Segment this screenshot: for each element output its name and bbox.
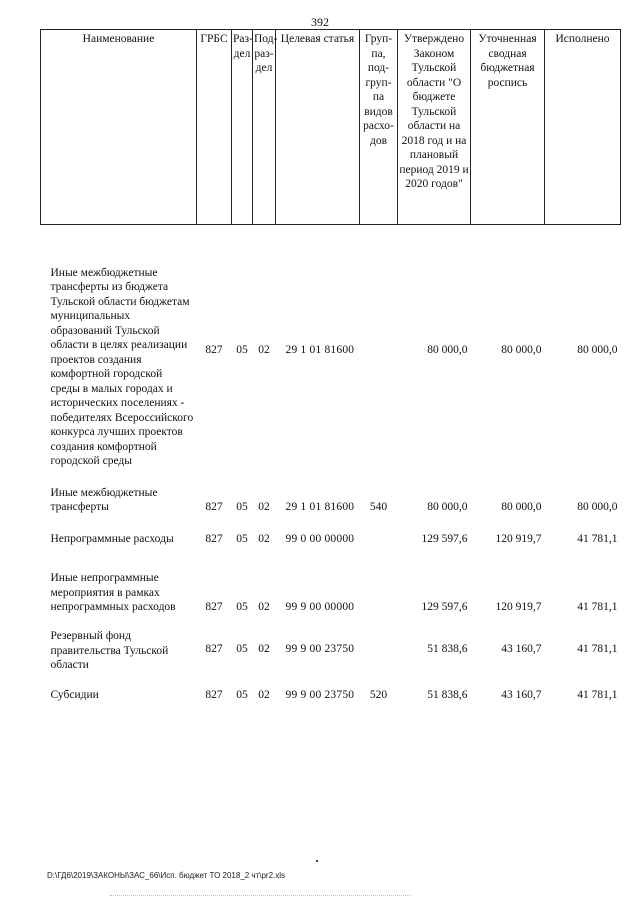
row-executed: 41 781,1 [577,601,618,613]
row-razdel: 05 [236,533,248,545]
footer-file-path: D:\ГД6\2019\ЗАКОНЫ\ЗАС_66\Исп. бюджет ТО 2018_2 чт\pr2.xls [47,871,286,880]
row-target: 99 9 00 23750 [285,689,355,701]
row-approved: 80 000,0 [427,501,468,513]
table-header-row [41,30,621,225]
scan-dot [316,860,318,862]
row-name: Иные непрограммные мероприятия в рамках непрограммных расходов [50,572,176,613]
row-refined: 43 160,7 [501,689,542,701]
row-grbs: 827 [205,533,223,545]
row-target: 99 9 00 23750 [285,643,355,656]
header-name: Наименование [41,30,197,225]
table-row [41,621,621,679]
row-group [360,621,398,679]
header-podrazdel: Под-раз-дел [253,30,276,225]
row-executed: 41 781,1 [577,643,618,656]
row-executed: 41 781,1 [577,533,618,545]
row-name: Непрограммные расходы [50,533,174,545]
row-approved: 51 838,6 [427,643,468,656]
header-executed: Исполнено [545,30,621,225]
row-refined: 43 160,7 [501,643,542,656]
row-grbs: 827 [205,501,223,513]
row-executed: 80 000,0 [577,343,618,356]
row-approved: 129 597,6 [421,533,468,545]
row-target: 29 1 01 81600 [285,501,355,513]
row-razdel: 05 [236,643,248,656]
row-razdel: 05 [236,601,248,613]
row-group [360,521,398,553]
row-approved: 80 000,0 [427,343,468,356]
row-target: 99 9 00 00000 [285,601,355,613]
header-group: Груп-па, под-груп-па видов расхо-дов [360,30,398,225]
row-podrazdel: 02 [258,533,270,545]
header-refined: Уточненная сводная бюджетная роспись [471,30,545,225]
row-group [360,553,398,621]
row-refined: 80 000,0 [501,501,542,513]
row-executed: 80 000,0 [577,501,618,513]
row-target: 99 0 00 00000 [285,533,355,545]
row-podrazdel: 02 [258,643,270,656]
row-group: 540 [369,501,388,513]
bottom-scan-marks [110,893,410,896]
row-name: Резервный фонд правительства Тульской области [50,630,169,671]
header-razdel: Раз-дел [232,30,253,225]
row-refined: 80 000,0 [501,343,542,356]
header-grbs: ГРБС [197,30,232,225]
table-row [41,553,621,621]
row-razdel: 05 [236,689,248,701]
row-grbs: 827 [205,689,223,701]
row-podrazdel: 02 [258,689,270,701]
row-refined: 120 919,7 [495,601,542,613]
row-podrazdel: 02 [258,501,270,513]
row-name: Иные межбюджетные трансферты из бюджета Тульской области бюджетам муниципальных образований Тульской области в целях реализации проектов создания комфортной городской среды в малых городах и исторических поселениях - победителях Всероссийского конкурса лучших проектов создания комфортной городской среды [50,266,194,467]
row-target: 29 1 01 81600 [285,343,355,356]
header-target: Целевая статья [276,30,360,225]
page-number: 392 [311,15,329,29]
table-row [41,475,621,521]
row-name: Субсидии [50,689,99,701]
table-row [41,225,621,475]
row-grbs: 827 [205,643,223,656]
row-razdel: 05 [236,501,248,513]
row-name: Иные межбюджетные трансферты [50,486,158,513]
row-podrazdel: 02 [258,343,270,356]
row-podrazdel: 02 [258,601,270,613]
table-row [41,679,621,709]
row-executed: 41 781,1 [577,689,618,701]
row-group [360,225,398,475]
row-grbs: 827 [205,343,223,356]
row-approved: 129 597,6 [421,601,468,613]
row-approved: 51 838,6 [427,689,468,701]
budget-table [40,29,621,709]
row-grbs: 827 [205,601,223,613]
row-group: 520 [369,689,388,701]
row-razdel: 05 [236,343,248,356]
header-approved: Утверждено Законом Тульской области "О бюджете Тульской области на 2018 год и на плановый период 2019 и 2020 годов" [398,30,471,225]
table-row [41,521,621,553]
row-refined: 120 919,7 [495,533,542,545]
